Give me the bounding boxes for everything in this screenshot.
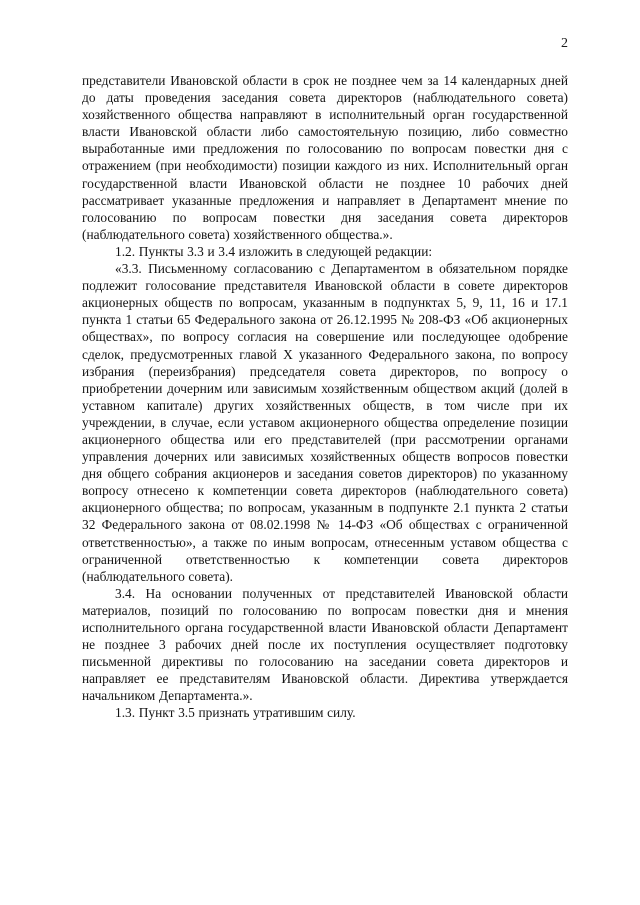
document-body <box>82 72 568 722</box>
paragraph-item-1-3: 1.3. Пункт 3.5 признать утратившим силу. <box>115 705 356 721</box>
paragraph-continuation: представители Ивановской области в срок не позднее чем за 14 календарных дней до даты проведения заседания совета директоров (наблюдательного совета) хозяйственного общества направляют в исполнительный орган государственной власти Ивановской области либо самостоятельную позицию, либо совместно выработанные ими предложения по голосованию по вопросам повестки дня с отражением (при необходимости) позиции каждого из них. Исполнительный орган государственной власти Ивановской области не позднее 10 рабочих дней рассматривает указанные предложения и направляет в Департамент мнение по голосованию по вопросам повестки дня заседания совета директоров (наблюдательного совета) хозяйственного общества.». <box>82 73 568 242</box>
page-number: 2 <box>561 36 568 51</box>
paragraph-clause-3-4: 3.4. На основании полученных от представителей Ивановской области материалов, позиций по голосованию по вопросам повестки дня и мнения исполнительного органа государственной власти Ивановской области Департамент не позднее 3 рабочих дней после их поступления осуществляет подготовку письменной директивы по голосованию на заседании совета директоров и направляет ее представителям Ивановской области. Директива утверждается начальником Департамента.». <box>82 585 568 704</box>
paragraph-item-1-2: 1.2. Пункты 3.3 и 3.4 изложить в следующей редакции: <box>115 243 433 259</box>
paragraph-clause-3-3: «3.3. Письменному согласованию с Департаментом в обязательном порядке подлежит голосование представителя Ивановской области в совете директоров акционерных обществ по вопросам, указанным в подпунктах 5, 9, 11, 16 и 17.1 пункта 1 статьи 65 Федерального закона от 26.12.1995 № 208-ФЗ «Об акционерных обществах», по вопросу согласия на совершение или последующее одобрение сделок, предусмотренных главой X указанного Федерального закона, по вопросу избрания (переизбрания) председателя совета директоров, по вопросу о приобретении дочерним или зависимым хозяйственным обществом акций (долей в уставном капитале) других хозяйственных обществ, в том числе при их учреждении, в случае, если уставом акционерного общества определение позиции акционерного общества или его представителей (при рассмотрении органами управления дочерних или зависимых хозяйственных обществ вопросов повестки дня общего собрания акционеров и заседания советов директоров) по указанному вопросу отнесено к компетенции совета директоров (наблюдательного совета) акционерного общества; по вопросам, указанным в подпункте 2.1 пункта 2 статьи 32 Федерального закона от 08.02.1998 № 14-ФЗ «Об обществах с ограниченной ответственностью», а также по иным вопросам, отнесенным уставом общества с ограниченной ответственностью к компетенции совета директоров (наблюдательного совета). <box>82 261 568 584</box>
